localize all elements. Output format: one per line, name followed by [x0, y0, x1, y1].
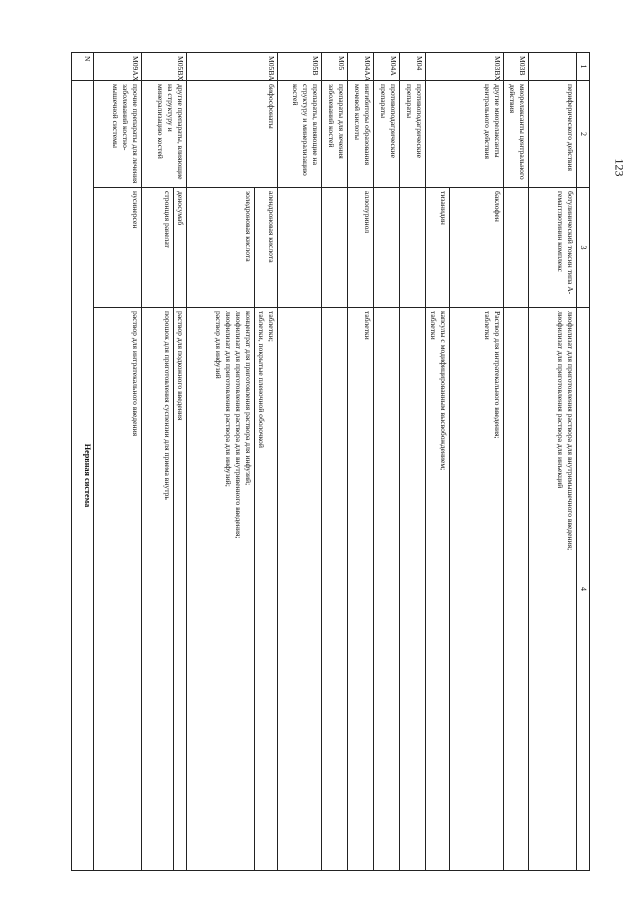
- rotated-table-area: [83, 52, 590, 870]
- dosage-form: порошок для приготовления суспензии для приема внутрь: [163, 311, 172, 500]
- dosage-form: таблетки;: [267, 311, 276, 342]
- drug-name: ботулинический токсин типа А-гемагглютинин комплекс: [529, 188, 577, 308]
- dosage-forms: [348, 308, 374, 871]
- drug-name: нусинерсен: [94, 188, 142, 308]
- table-row: [529, 53, 577, 871]
- drug-name: [374, 188, 400, 308]
- column-header: 1: [577, 53, 590, 81]
- drug-name: баклофен: [450, 188, 504, 308]
- dosage-forms: [426, 308, 450, 871]
- atc-code: M05: [322, 53, 348, 81]
- atc-code: N: [72, 53, 94, 81]
- dosage-form: таблетки: [429, 311, 438, 340]
- section-row: [72, 53, 94, 871]
- group-name: периферического действия: [529, 81, 577, 188]
- atc-code: M05B: [278, 53, 322, 81]
- table-row: [504, 53, 529, 871]
- header-row: [577, 53, 590, 871]
- column-header: 3: [577, 188, 590, 308]
- dosage-forms: [504, 308, 529, 871]
- group-name: ингибиторы образования мочевой кислоты: [348, 81, 374, 188]
- atc-code: M09AX: [94, 53, 142, 81]
- drug-name: [278, 188, 322, 308]
- dosage-form: раствор для интратекального введения: [131, 311, 140, 437]
- dosage-forms: [529, 308, 577, 871]
- drug-name: деносумаб: [174, 188, 187, 308]
- column-header: 4: [577, 308, 590, 871]
- dosage-forms: [374, 308, 400, 871]
- table-row: [278, 53, 322, 871]
- drug-name: [504, 188, 529, 308]
- dosage-form: таблетки, покрытые пленочной оболочкой: [257, 311, 266, 448]
- dosage-forms: [174, 308, 187, 871]
- drug-name: золедроновая кислота: [187, 188, 255, 308]
- group-name: противоподагрические препараты: [374, 81, 400, 188]
- table-row: [374, 53, 400, 871]
- drug-name: стронция ранелат: [142, 188, 174, 308]
- dosage-form: лиофилизат для приготовления раствора для внутривенного введения;: [234, 311, 243, 539]
- atc-code: M05BA: [187, 53, 278, 81]
- table-row: [322, 53, 348, 871]
- group-name: препараты, влияющие на структуру и минерализацию костей: [278, 81, 322, 188]
- dosage-forms: [278, 308, 322, 871]
- dosage-form: лиофилизат для приготовления раствора для инъекций: [556, 311, 565, 489]
- drug-table: [71, 52, 590, 871]
- dosage-forms: [400, 308, 426, 871]
- group-name: прочие препараты для лечения заболеваний костно-мышечной системы: [94, 81, 142, 188]
- dosage-forms: [187, 308, 255, 871]
- atc-code: M03B: [504, 53, 529, 81]
- atc-code: [529, 53, 577, 81]
- section-title: Нервная система: [72, 81, 94, 871]
- dosage-form: лиофилизат для приготовления раствора для инфузий;: [224, 311, 233, 487]
- dosage-form: Раствор для интратекального введения;: [493, 311, 502, 439]
- atc-code: M03BX: [426, 53, 504, 81]
- table-row: [450, 53, 504, 871]
- drug-name: [322, 188, 348, 308]
- dosage-forms: [142, 308, 174, 871]
- atc-code: M05BX: [142, 53, 187, 81]
- drug-name: алендроновая кислота: [255, 188, 278, 308]
- group-name: препараты для лечения заболеваний костей: [322, 81, 348, 188]
- group-name: противоподагрические препараты: [400, 81, 426, 188]
- dosage-forms: [322, 308, 348, 871]
- page-number: 123: [612, 158, 627, 177]
- dosage-form: капсулы с модифицированным высвобождением;: [439, 311, 448, 471]
- group-name: бифосфонаты: [187, 81, 278, 188]
- group-name: другие препараты, влияющие на структуру и минерализацию костей: [142, 81, 187, 188]
- atc-code: M04AA: [348, 53, 374, 81]
- table-row: [94, 53, 142, 871]
- dosage-form: концентрат для приготовления раствора для инфузий;: [244, 311, 253, 486]
- column-header: 2: [577, 81, 590, 188]
- table-row: [400, 53, 426, 871]
- dosage-forms: [255, 308, 278, 871]
- atc-code: M04: [400, 53, 426, 81]
- drug-name: аллопуринол: [348, 188, 374, 308]
- dosage-form: лиофилизат для приготовления раствора для внутримышечного введения;: [566, 311, 575, 551]
- dosage-form: таблетки: [483, 311, 492, 340]
- group-name: миорелаксанты центрального действия: [504, 81, 529, 188]
- atc-code: M04A: [374, 53, 400, 81]
- dosage-forms: [450, 308, 504, 871]
- table-container: [83, 52, 590, 870]
- group-name: другие миорелаксанты центрального действия: [426, 81, 504, 188]
- dosage-form: таблетки: [363, 311, 372, 340]
- drug-name: [400, 188, 426, 308]
- table-row: [255, 53, 278, 871]
- drug-name: тизанидин: [426, 188, 450, 308]
- table-row: [174, 53, 187, 871]
- dosage-form: раствор для подкожного введения: [176, 311, 185, 421]
- dosage-forms: [94, 308, 142, 871]
- dosage-form: раствор для инфузий: [214, 311, 223, 379]
- table-row: [348, 53, 374, 871]
